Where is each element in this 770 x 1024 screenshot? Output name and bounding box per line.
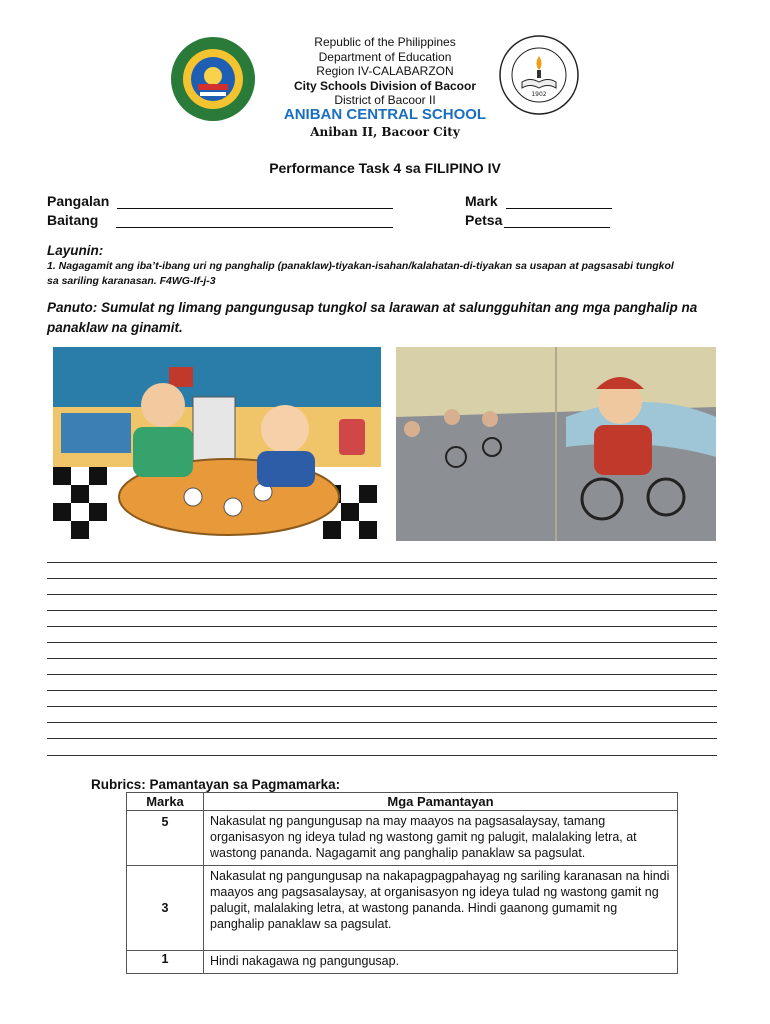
objectives-heading: Layunin:	[47, 243, 104, 258]
school-name: ANIBAN CENTRAL SCHOOL	[283, 106, 487, 123]
pangalan-label: Pangalan	[47, 193, 110, 209]
school-address: Aniban II, Bacoor City	[310, 125, 460, 139]
mark-value: 1	[127, 951, 204, 974]
pamantayan-header: Mga Pamantayan	[204, 793, 678, 811]
table-row	[127, 951, 678, 974]
deped-line: Department of Education	[318, 49, 452, 64]
svg-text:1902: 1902	[531, 91, 547, 98]
mark-field[interactable]	[465, 193, 612, 209]
instructions: Panuto: Sumulat ng limang pangungusap tungkol sa larawan at salungguhitan ang mga panghalip na panaklaw na ginamit.	[47, 300, 698, 335]
mark-label: Mark	[465, 193, 498, 209]
mark-value: 5	[127, 811, 204, 866]
rubrics-title: Rubrics: Pamantayan sa Pagmamarka:	[91, 777, 341, 792]
marka-header: Marka	[127, 793, 204, 811]
rubrics-table	[126, 792, 678, 974]
table-row	[127, 866, 678, 951]
mark-value: 3	[127, 866, 204, 951]
kitchen-illustration	[53, 347, 381, 539]
page-title: Performance Task 4 sa FILIPINO IV	[269, 160, 501, 176]
baitang-field[interactable]	[47, 212, 393, 228]
petsa-label: Petsa	[465, 212, 503, 228]
pangalan-field[interactable]	[47, 193, 393, 209]
criteria-text: Nakasulat ng pangungusap na may maayos na pagsasalaysay, tamang organisasyon ng ideya tulad ng wastong gamit ng palugit, malalaking letra, at wastong pananda. Nagagamit ang panghalip panaklaw sa pagsulat.	[204, 811, 678, 866]
division-line: City Schools Division of Bacoor	[293, 78, 477, 93]
baitang-label: Baitang	[47, 212, 99, 228]
criteria-text: Nakasulat ng pangungusap na nakapagpagpahayag ng sariling karanasan na hindi maayos ang pagsasalaysay, at organisasyon ng ideya tulad ng wastong gamit ng palugit, malalaking letra, at wastong pananda. Hindi gaanong gumamit ng panghalip panaklaw sa pagsulat.	[204, 866, 678, 951]
table-row	[127, 811, 678, 866]
region-line: Region IV-CALABARZON	[316, 64, 454, 78]
petsa-field[interactable]	[465, 212, 610, 228]
objectives-text: 1. Nagagamit ang iba’t-ibang uri ng panghalip (panaklaw)-tiyakan-isahan/kalahatan-di-tiyakan sa usapan at pagsasabi tungkol sa sariling karanasan. F4WG-If-j-3	[47, 260, 674, 287]
republic-line: Republic of the Philippines	[314, 35, 456, 49]
district-line: District of Bacoor II	[334, 93, 436, 107]
biking-illustration	[396, 347, 716, 541]
criteria-text: Hindi nakagawa ng pangungusap.	[204, 951, 678, 974]
